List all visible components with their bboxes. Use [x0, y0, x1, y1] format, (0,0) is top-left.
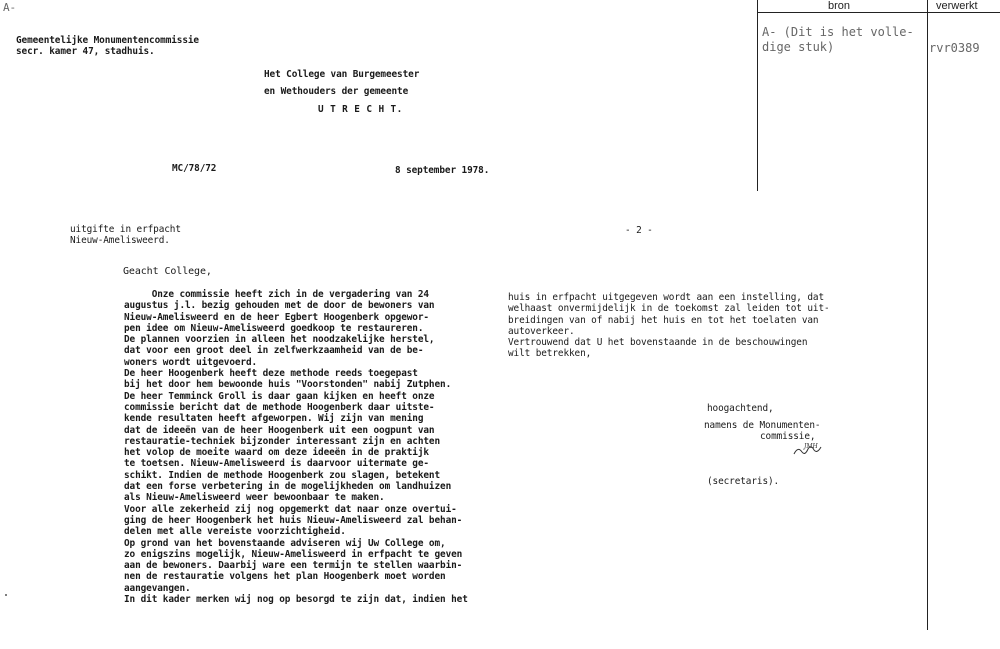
subject-line-1: uitgifte in erfpacht: [70, 224, 181, 235]
body-line: woners wordt uitgevoerd.: [124, 356, 258, 368]
body-line: delen met alle vereiste voorzichtigheid.: [124, 526, 346, 538]
salutation: Geacht College,: [123, 266, 212, 277]
body-line: huis in erfpacht uitgegeven wordt aan een instelling, dat: [508, 292, 825, 303]
body-line: pen idee om Nieuw-Amelisweerd goedkoop te restaureren.: [124, 322, 424, 334]
signature: [790, 440, 830, 458]
body-right-column: [508, 292, 830, 360]
body-line: het volop de moeite waard om deze ideeën in de praktijk: [124, 447, 429, 459]
body-line: welhaast onvermijdelijk in de toekomst zal leiden tot uit-: [508, 303, 830, 315]
body-left-column: [124, 289, 468, 605]
body-line: nen de restauratie volgens het plan Hoogenberk moet worden: [124, 571, 446, 583]
signature-initials: JMH: [804, 443, 818, 450]
body-line: augustus j.l. bezig gehouden met de door de bewoners van: [124, 300, 435, 312]
body-line: Op grond van het bovenstaande adviseren wij Uw College om,: [124, 537, 446, 549]
body-line: De heer Hoogenberk heeft deze methode reeds toegepast: [124, 368, 418, 380]
body-line: In dit kader merken wij nog op besorgd te zijn dat, indien het: [124, 594, 468, 606]
body-line: De heer Temminck Groll is daar gaan kijken en heeft onze: [124, 390, 435, 402]
body-line: restauratie-techniek bijzonder interessant zijn en achten: [124, 435, 441, 447]
body-line: Vertrouwend dat U het bovenstaande in de beschouwingen: [508, 337, 808, 349]
closing-greeting: hoogachtend,: [707, 403, 774, 414]
body-line: zo enigszins mogelijk, Nieuw-Amelisweerd in erfpacht te geven: [124, 548, 463, 560]
body-line: aan de bewoners. Daarbij ware een termijn te stellen waarbin-: [124, 560, 463, 572]
page-marker: - 2 -: [625, 225, 653, 236]
body-line: aangevangen.: [124, 582, 191, 594]
body-line: dat een forse verbetering in de mogelijkheden om landhuizen: [124, 481, 452, 493]
sender-line-1: Gemeentelijke Monumentencommissie: [16, 35, 199, 46]
corner-mark: A-: [3, 1, 17, 14]
body-line: wilt betrekken,: [508, 348, 592, 360]
body-line: Voor alle zekerheid zij nog opgemerkt dat naar onze overtui-: [124, 503, 457, 515]
body-line: ging de heer Hoogenberk het huis Nieuw-Amelisweerd zal behan-: [124, 514, 463, 526]
table-header-bron: bron: [828, 0, 851, 12]
table-divider-middle: [927, 0, 928, 630]
closing-line-3: commissie,: [760, 431, 816, 442]
body-line: autoverkeer.: [508, 325, 575, 337]
letter-date: 8 september 1978.: [395, 165, 490, 176]
table-cell-verwerkt: rvr0389: [929, 41, 980, 55]
sender-line-2: secr. kamer 47, stadhuis.: [16, 46, 155, 57]
body-line: als Nieuw-Amelisweerd weer bewoonbaar te maken.: [124, 492, 385, 504]
body-line: Onze commissie heeft zich in de vergadering van 24: [124, 289, 429, 300]
body-line: De plannen voorzien in alleen het noodzakelijke herstel,: [124, 334, 435, 346]
body-line: Nieuw-Amelisweerd en de heer Egbert Hoogenberk opgewor-: [124, 311, 429, 323]
addressee-line-3: U T R E C H T.: [318, 104, 403, 115]
table-cell-bron: A- (Dit is het volle- dige stuk): [762, 25, 914, 54]
body-line: kende resultaten heeft afgeworpen. Wij zijn van mening: [124, 413, 424, 425]
body-line: schikt. Indien de methode Hoogenberk zou slagen, betekent: [124, 469, 441, 481]
body-line: commissie bericht dat de methode Hoogenberk daar uitste-: [124, 401, 435, 413]
body-line: dat voor een groot deel in zelfwerkzaamheid van de be-: [124, 345, 424, 357]
body-line: te toetsen. Nieuw-Amelisweerd is daarvoor uitermate ge-: [124, 458, 429, 470]
closing-line-2: namens de Monumenten-: [704, 420, 821, 431]
reference-number: MC/78/72: [172, 163, 217, 174]
table-header-verwerkt: verwerkt: [936, 0, 978, 12]
body-line: dat de ideeën van de heer Hoogenberk uit een oogpunt van: [124, 424, 435, 436]
body-line: breidingen van of nabij het huis en tot het toelaten van: [508, 314, 819, 326]
table-divider-left: [757, 0, 758, 191]
addressee-line-1: Het College van Burgemeester: [264, 69, 420, 80]
subject-line-2: Nieuw-Amelisweerd.: [70, 235, 170, 246]
table-header-rule: [757, 12, 1000, 13]
secretaris-label: (secretaris).: [707, 476, 780, 487]
addressee-line-2: en Wethouders der gemeente: [264, 86, 409, 97]
margin-dot: [5, 594, 7, 596]
body-line: bij het door hem bewoonde huis "Voorstonden" nabij Zutphen.: [124, 379, 452, 391]
